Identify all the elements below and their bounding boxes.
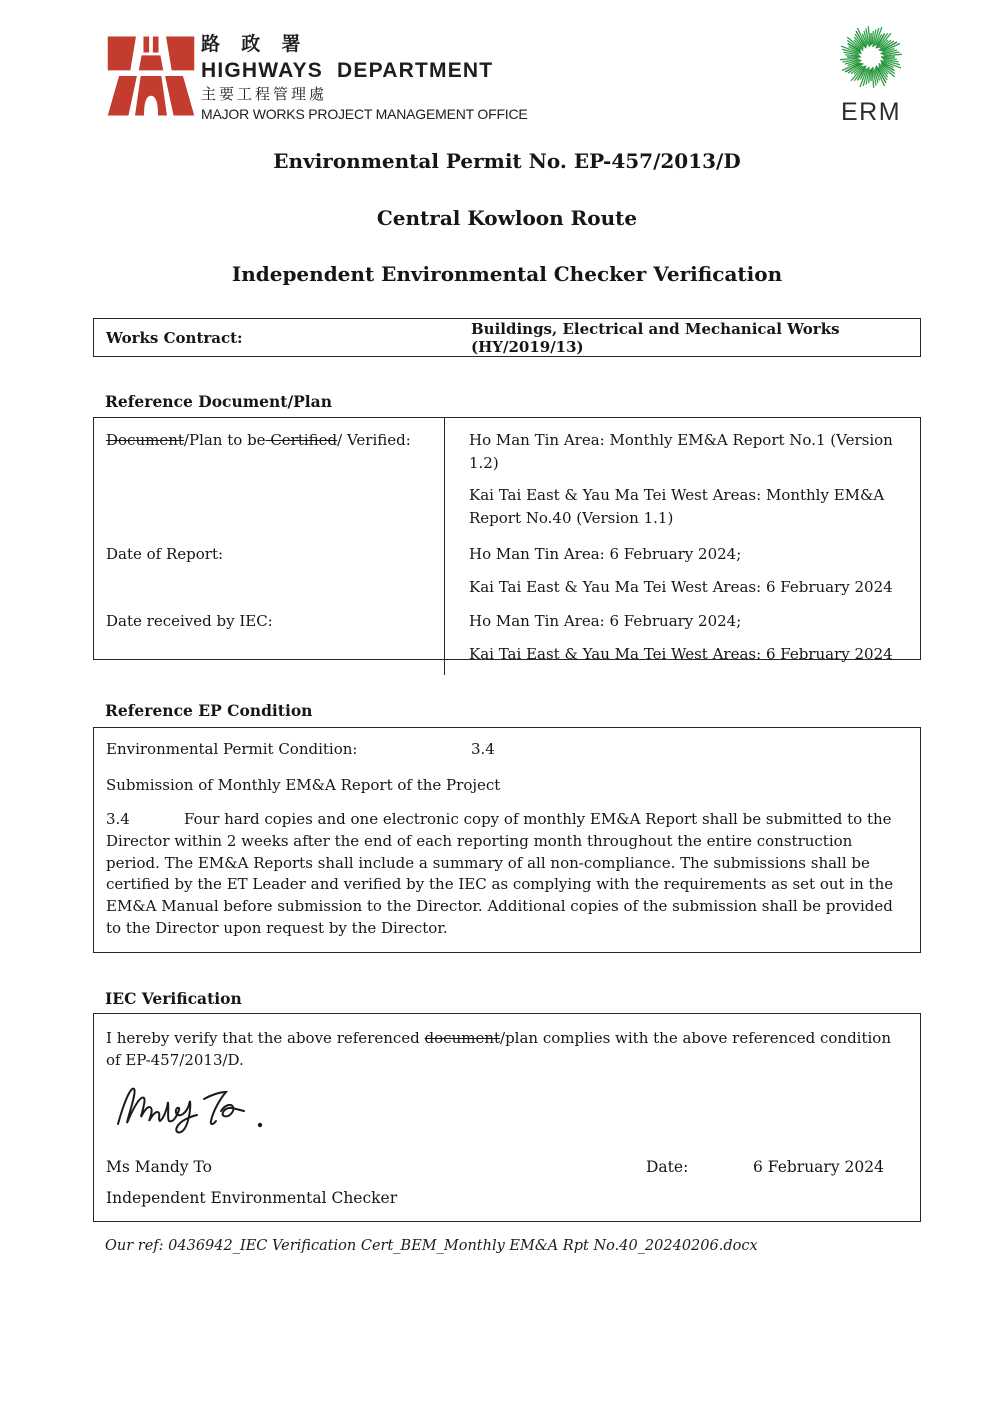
erm-sunburst-icon [833, 25, 909, 95]
document-type-title: Independent Environmental Checker Verification [231, 262, 783, 286]
ep-clause-number: 3.4 [106, 809, 130, 828]
date-received-values [444, 599, 920, 675]
date-received-value-2: Kai Tai East & Yau Ma Tei West Areas: 6 February 2024 [469, 644, 893, 663]
date-of-report-label: Date of Report: [106, 545, 224, 563]
department-name-block [201, 35, 528, 123]
ep-condition-label: Environmental Permit Condition: [106, 740, 358, 758]
date-label: Date: [646, 1157, 689, 1176]
date-of-report-value-2: Kai Tai East & Yau Ma Tei West Areas: 6 February 2024 [469, 577, 893, 596]
struck-word-document: Document [106, 431, 184, 449]
document-plan-value-1: Ho Man Tin Area: Monthly EM&A Report No.1 (Version 1.2) [469, 431, 893, 472]
permit-number-title: Environmental Permit No. EP-457/2013/D [273, 149, 741, 173]
hd-logo-shapes [108, 37, 194, 116]
signature [114, 1080, 908, 1140]
label-mid-text: /Plan to be [183, 431, 266, 449]
office-name-chinese: 主要工程管理處 [201, 85, 328, 103]
iec-verification-heading: IEC Verification [105, 989, 242, 1008]
signatory-row [106, 1156, 908, 1179]
signatory-name: Ms Mandy To [106, 1157, 212, 1176]
project-title: Central Kowloon Route [376, 206, 638, 230]
document-plan-value-2: Kai Tai East & Yau Ma Tei West Areas: Monthly EM&A Report No.40 (Version 1.1) [469, 486, 885, 527]
erm-wordmark: ERM [840, 98, 902, 126]
reference-document-table [93, 417, 921, 663]
signatory-title: Independent Environmental Checker [106, 1188, 398, 1207]
ep-condition-box [93, 727, 921, 953]
works-contract-box [93, 318, 921, 357]
erm-logo [831, 25, 911, 127]
date-of-report-values [444, 532, 920, 599]
department-name-chinese: 路 政 署 [201, 34, 309, 55]
struck-word-certified: Certified [265, 431, 338, 449]
highways-department-logo-icon [104, 32, 198, 120]
date-received-value-1: Ho Man Tin Area: 6 February 2024; [469, 612, 742, 630]
verification-statement [106, 1027, 898, 1071]
works-contract-value: Buildings, Electrical and Mechanical Works (HY/2019/13) [471, 319, 845, 356]
date-value: 6 February 2024 [753, 1157, 884, 1176]
iec-verification-box [93, 1013, 921, 1222]
reference-ep-condition-heading: Reference EP Condition [105, 701, 313, 720]
document-plan-values [444, 418, 920, 532]
ep-clause-text: Four hard copies and one electronic copy of monthly EM&A Report shall be submitted to the Director within 2 weeks after the end of each reporting month throughout the entire construction period. The EM&A Reports shall include a summary of all non-compliance. The submissions shall be certified by the ET Leader and verified by the IEC as complying with the requirements as set out in the EM&A Manual before submission to the Director. Additional copies of the submission shall be provided to the Director upon request by the Director. [106, 809, 894, 938]
date-of-report-value-1: Ho Man Tin Area: 6 February 2024; [469, 545, 742, 563]
department-name-english: HIGHWAYS DEPARTMENT [201, 58, 494, 82]
office-name-english: MAJOR WORKS PROJECT MANAGEMENT OFFICE [201, 106, 528, 123]
statement-prefix: I hereby verify that the above referenced [106, 1029, 425, 1047]
ep-condition-row [106, 739, 908, 761]
struck-word-document-2: document [424, 1029, 501, 1047]
signature-scribble-icon [114, 1080, 299, 1134]
statement-suffix: /plan complies with the above referenced condition of EP-457/2013/D. [106, 1029, 891, 1070]
label-tail-text: / Verified: [337, 431, 411, 449]
ep-condition-subject: Submission of Monthly EM&A Report of the Project [106, 775, 501, 794]
ep-condition-value: 3.4 [471, 740, 495, 758]
document-plan-label [94, 418, 444, 532]
our-ref-line: Our ref: 0436942_IEC Verification Cert_BEM_Monthly EM&A Rpt No.40_20240206.docx [105, 1238, 758, 1254]
date-received-label: Date received by IEC: [106, 612, 273, 630]
reference-document-heading: Reference Document/Plan [105, 392, 332, 411]
ep-clause-paragraph [106, 809, 906, 940]
works-contract-label: Works Contract: [106, 328, 243, 347]
